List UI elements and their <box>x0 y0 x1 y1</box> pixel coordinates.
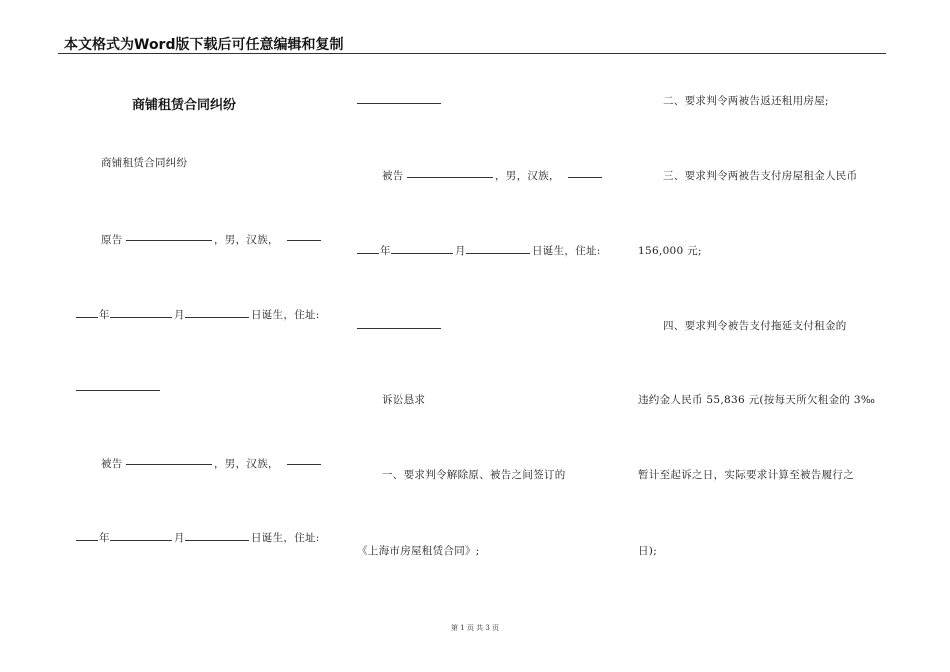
plaintiff-day-blank <box>185 317 249 318</box>
defendant1-birth-addr: 日诞生，住址: <box>251 532 320 544</box>
defendant2-month: 月 <box>455 245 466 257</box>
doc-title: 商铺租赁合同纠纷 <box>132 98 237 113</box>
defendant2-year: 年 <box>380 245 391 257</box>
defendant2-birth-year-blank <box>568 177 602 178</box>
defendant1-year: 年 <box>99 532 110 544</box>
plaintiff-gender-ethnic: ，男，汉族， <box>214 234 279 246</box>
defendant1-name-blank <box>126 464 212 465</box>
claims-heading: 诉讼恳求 <box>382 394 426 406</box>
header-text: 本文格式为Word版下载后可任意编辑和复制 <box>64 37 344 53</box>
contract-name: 《上海市房屋租赁合同》; <box>357 545 480 557</box>
plaintiff-month-blank <box>110 317 172 318</box>
defendant1-address-blank <box>357 103 441 104</box>
page-number: 第 1 页 共 3 页 <box>450 624 500 632</box>
plaintiff-birth-addr: 日诞生，住址: <box>251 309 320 321</box>
defendant1-label: 被告 <box>101 458 123 470</box>
defendant2-birth-addr: 日诞生，住址: <box>532 245 601 257</box>
defendant2-gender-ethnic: ，男，汉族， <box>495 170 560 182</box>
plaintiff-month: 月 <box>174 309 185 321</box>
claim-4: 四、要求判令被告支付拖延支付租金的 <box>663 320 847 332</box>
claim-4-period: 暂计至起诉之日，实际要求计算至被告履行之 <box>638 469 854 481</box>
claim-2: 二、要求判令两被告返还租用房屋; <box>663 95 829 107</box>
plaintiff-year: 年 <box>99 309 110 321</box>
defendant2-label: 被告 <box>382 170 404 182</box>
defendant2-year-blank <box>357 253 379 254</box>
defendant2-name-blank <box>407 177 493 178</box>
plaintiff-address-blank <box>76 390 160 391</box>
defendant2-month-blank <box>391 253 453 254</box>
defendant2-day-blank <box>466 253 530 254</box>
plaintiff-label: 原告 <box>101 234 123 246</box>
claim-3-amount: 156,000 元; <box>638 245 702 257</box>
header-rule <box>58 53 886 54</box>
claim-3: 三、要求判令两被告支付房屋租金人民币 <box>663 170 858 182</box>
defendant1-month: 月 <box>174 532 185 544</box>
claim-1: 一、要求判令解除原、被告之间签订的 <box>382 469 566 481</box>
plaintiff-year-blank <box>76 317 98 318</box>
defendant1-gender-ethnic: ，男，汉族， <box>214 458 279 470</box>
subtitle: 商铺租赁合同纠纷 <box>101 157 188 169</box>
defendant1-birth-year-blank <box>287 464 321 465</box>
claim-4-penalty: 违约金人民币 55,836 元(按每天所欠租金的 3‰ <box>638 394 876 406</box>
defendant1-day-blank <box>185 540 249 541</box>
plaintiff-name-blank <box>126 240 212 241</box>
claim-4-end: 日); <box>638 545 658 557</box>
plaintiff-birth-year-blank <box>287 240 321 241</box>
defendant1-year-blank <box>76 540 98 541</box>
defendant2-address-blank <box>357 328 441 329</box>
defendant1-month-blank <box>110 540 172 541</box>
